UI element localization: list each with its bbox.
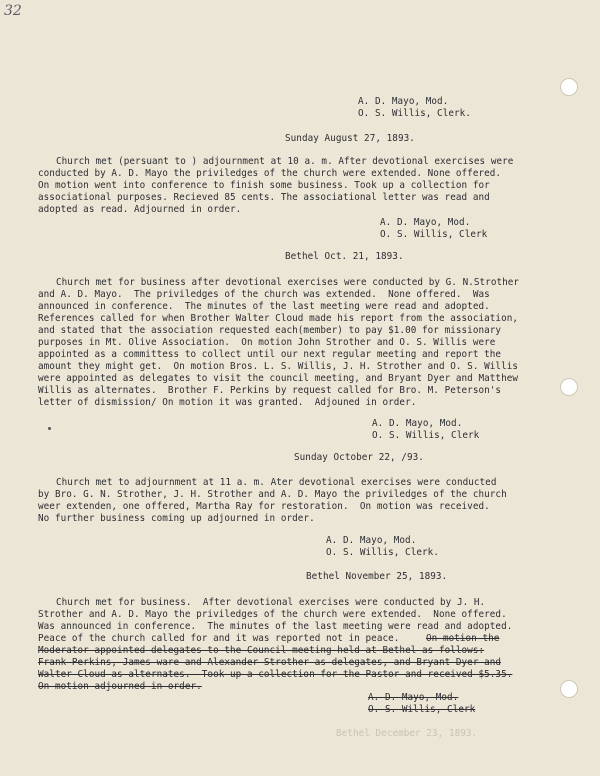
entry1-signer-2: O. S. Willis, Clerk [380,229,488,240]
entry2-line: Church met for business after devotional exercises were conducted by G. N.Strother [56,277,520,288]
entry4-signer-1: A. D. Mayo, Mod. [368,692,459,703]
entry1-line: conducted by A. D. Mayo the priviledges of the church were extended. None offered. [38,168,502,179]
entry4-struck-line: Frank Perkins, James ware and Alexander Strother as delegates, and Bryant Dyer and [38,657,502,668]
entry2-line: amount they might get. On motion Bros. L. S. Willis, J. H. Strother and O. S. Willis [38,361,519,372]
entry4-line: Strother and A. D. Mayo the priviledges of the church were extended. None offered. [38,609,507,620]
entry2-line: Willis as alternates. Brother F. Perkins by request called for Bro. M. Peterson's [38,385,502,396]
header-signer-1: A. D. Mayo, Mod. [358,96,449,107]
bleed-through-text: Bethel December 23, 1893. [336,728,478,739]
entry2-line: and A. D. Mayo. The priviledges of the church was extended. None offered. Was [38,289,490,300]
page-number: 32 [4,3,22,19]
entry2-line: purposes in Mt. Olive Association. On motion John Strother and O. S. Willis were [38,337,496,348]
entry4-line: Church met for business. After devotional exercises were conducted by J. H. [56,597,486,608]
binder-hole-top [560,78,578,96]
entry4-line: Was announced in conference. The minutes of the last meeting were read and adopted. [38,621,513,632]
entry3-line: weer extenden, one offered, Martha Ray for restoration. On motion was received. [38,501,490,512]
entry4-signer-2: O. S. Willis, Clerk [368,704,476,715]
binder-hole-bottom [560,680,578,698]
entry4-struck-inline: On motion the [426,633,500,644]
entry2-signer-2: O. S. Willis, Clerk [372,430,480,441]
binder-hole-middle [560,378,578,396]
entry2-line: letter of dismission/ On motion it was granted. Adjouned in order. [38,397,417,408]
entry3-signer-2: O. S. Willis, Clerk. [326,547,439,558]
entry2-date: Bethel Oct. 21, 1893. [285,251,404,262]
entry4-struck-close: On motion adjourned in order. [38,681,202,692]
entry4-struck-line: Walter Cloud as alternates. Took up a collection for the Pastor and received $5.35. [38,669,513,680]
entry4-struck-line: Moderator appointed delegates to the Council meeting held at Bethel as follows: [38,645,485,656]
entry1-line: On motion went into conference to finish some business. Took up a collection for [38,180,490,191]
entry4-date: Bethel November 25, 1893. [306,571,448,582]
entry1-signer-1: A. D. Mayo, Mod. [380,217,471,228]
entry3-line: Church met to adjournment at 11 a. m. Ater devotional exercises were conducted [56,477,497,488]
entry1-line: adopted as read. Adjourned in order. [38,204,242,215]
entry2-line: appointed as a committess to collect until our next regular meeting and report the [38,349,502,360]
entry1-date: Sunday August 27, 1893. [285,133,415,144]
entry2-line: were appointed as delegates to visit the council meeting, and Bryant Dyer and Matthew [38,373,519,384]
entry2-line: References called for when Brother Walter Cloud made his report from the association, [38,313,519,324]
entry3-line: by Bro. G. N. Strother, J. H. Strother and A. D. Mayo the priviledges of the church [38,489,507,500]
entry2-line: announced in conference. The minutes of the last meeting were read and adopted. [38,301,490,312]
entry1-line: associational purposes. Recieved 85 cents. The associational letter was read and [38,192,490,203]
entry1-line: Church met (persuant to ) adjournment at 10 a. m. After devotional exercises were [56,156,514,167]
entry2-line: and stated that the association requested each(member) to pay $1.00 for missionary [38,325,502,336]
entry2-signer-1: A. D. Mayo, Mod. [372,418,463,429]
entry3-date: Sunday October 22, /93. [294,452,424,463]
entry4-line: Peace of the church called for and it was reported not in peace. [38,633,400,644]
header-signer-2: O. S. Willis, Clerk. [358,108,471,119]
entry3-signer-1: A. D. Mayo, Mod. [326,535,417,546]
entry3-line: No further business coming up adjourned in order. [38,513,315,524]
ink-spot [48,427,51,430]
